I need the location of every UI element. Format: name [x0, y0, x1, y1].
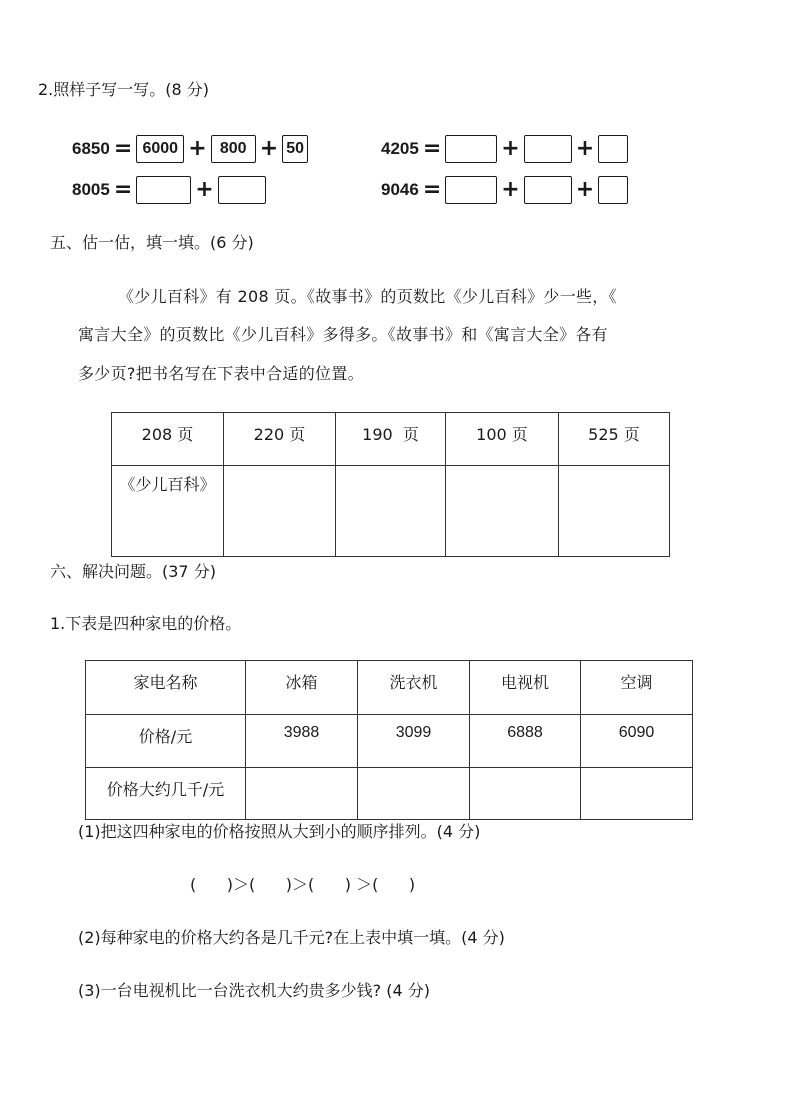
answer-box: 800 [211, 135, 256, 163]
table-row [112, 466, 670, 557]
section-5-paragraph-line: 寓言大全》的页数比《少儿百科》多得多。《故事书》和《寓言大全》各有 [78, 325, 608, 344]
section-5-paragraph-line: 《少儿百科》有 208 页。《故事书》的页数比《少儿百科》少一些，《 [118, 287, 617, 306]
plus-sign: + [188, 136, 207, 161]
plus-sign: + [575, 177, 595, 202]
table-header-cell: 525 页 [559, 413, 670, 466]
table-cell: 6888 [470, 715, 581, 768]
plus-sign: + [575, 136, 595, 161]
question-1-intro: 1.下表是四种家电的价格。 [50, 614, 242, 633]
table-header-cell: 冰箱 [246, 661, 358, 715]
answer-box: 50 [282, 135, 308, 163]
table-header-cell: 220 页 [224, 413, 336, 466]
table-cell: 3988 [246, 715, 358, 768]
table-cell[interactable] [246, 768, 358, 820]
table-cell: 价格大约几千/元 [86, 768, 246, 820]
appliance-price-table [85, 660, 693, 820]
question-1-part-3: (3)一台电视机比一台洗衣机大约贵多少钱? (4 分) [78, 981, 430, 1000]
table-cell[interactable] [358, 768, 470, 820]
table-cell: 价格/元 [86, 715, 246, 768]
plus-sign: + [501, 136, 520, 161]
table-cell[interactable] [581, 768, 693, 820]
equation-6850 [72, 134, 308, 164]
equals-sign: = [113, 136, 133, 161]
table-cell: 《少儿百科》 [112, 466, 224, 557]
answer-box[interactable] [218, 176, 266, 204]
answer-box[interactable] [445, 135, 497, 163]
table-header-cell: 家电名称 [86, 661, 246, 715]
equation-lhs: 4205 [381, 139, 419, 158]
section-5-heading: 五、估一估，填一填。(6 分) [50, 233, 254, 252]
equation-9046 [381, 175, 628, 205]
table-header-cell: 208 页 [112, 413, 224, 466]
answer-box[interactable] [524, 176, 572, 204]
table-cell[interactable] [336, 466, 446, 557]
table-header-cell: 电视机 [470, 661, 581, 715]
table-header-cell: 空调 [581, 661, 693, 715]
plus-sign: + [195, 177, 214, 202]
table-header-cell: 190 页 [336, 413, 446, 466]
question-1-part-1: (1)把这四种家电的价格按照从大到小的顺序排列。(4 分) [78, 822, 481, 841]
section-6-heading: 六、解决问题。(37 分) [50, 562, 216, 581]
equation-lhs: 6850 [72, 139, 110, 158]
table-header-row [86, 661, 693, 715]
answer-box[interactable] [598, 176, 628, 204]
table-header-cell: 洗衣机 [358, 661, 470, 715]
table-cell[interactable] [224, 466, 336, 557]
answer-box: 6000 [136, 135, 184, 163]
table-header-row [112, 413, 670, 466]
equals-sign: = [422, 177, 442, 202]
order-answer-blank[interactable]: ( )＞( )＞( ) ＞( ) [190, 875, 416, 894]
answer-box[interactable] [445, 176, 497, 204]
table-row [86, 768, 693, 820]
answer-box[interactable] [136, 176, 191, 204]
table-cell[interactable] [559, 466, 670, 557]
question-1-part-2: (2)每种家电的价格大约各是几千元?在上表中填一填。(4 分) [78, 928, 505, 947]
section-5-paragraph-line: 多少页?把书名写在下表中合适的位置。 [78, 364, 364, 383]
answer-box[interactable] [524, 135, 572, 163]
table-header-cell: 100 页 [446, 413, 559, 466]
table-cell[interactable] [470, 768, 581, 820]
plus-sign: + [259, 136, 279, 161]
equation-lhs: 8005 [72, 180, 110, 199]
page-count-table [111, 412, 670, 557]
table-cell: 6090 [581, 715, 693, 768]
table-cell: 3099 [358, 715, 470, 768]
answer-box[interactable] [598, 135, 628, 163]
table-row [86, 715, 693, 768]
equation-lhs: 9046 [381, 180, 419, 199]
equation-4205 [381, 134, 628, 164]
plus-sign: + [501, 177, 520, 202]
equation-8005 [72, 175, 266, 205]
equals-sign: = [113, 177, 133, 202]
table-cell[interactable] [446, 466, 559, 557]
exercise-2-heading: 2.照样子写一写。(8 分) [38, 80, 210, 99]
equals-sign: = [422, 136, 442, 161]
